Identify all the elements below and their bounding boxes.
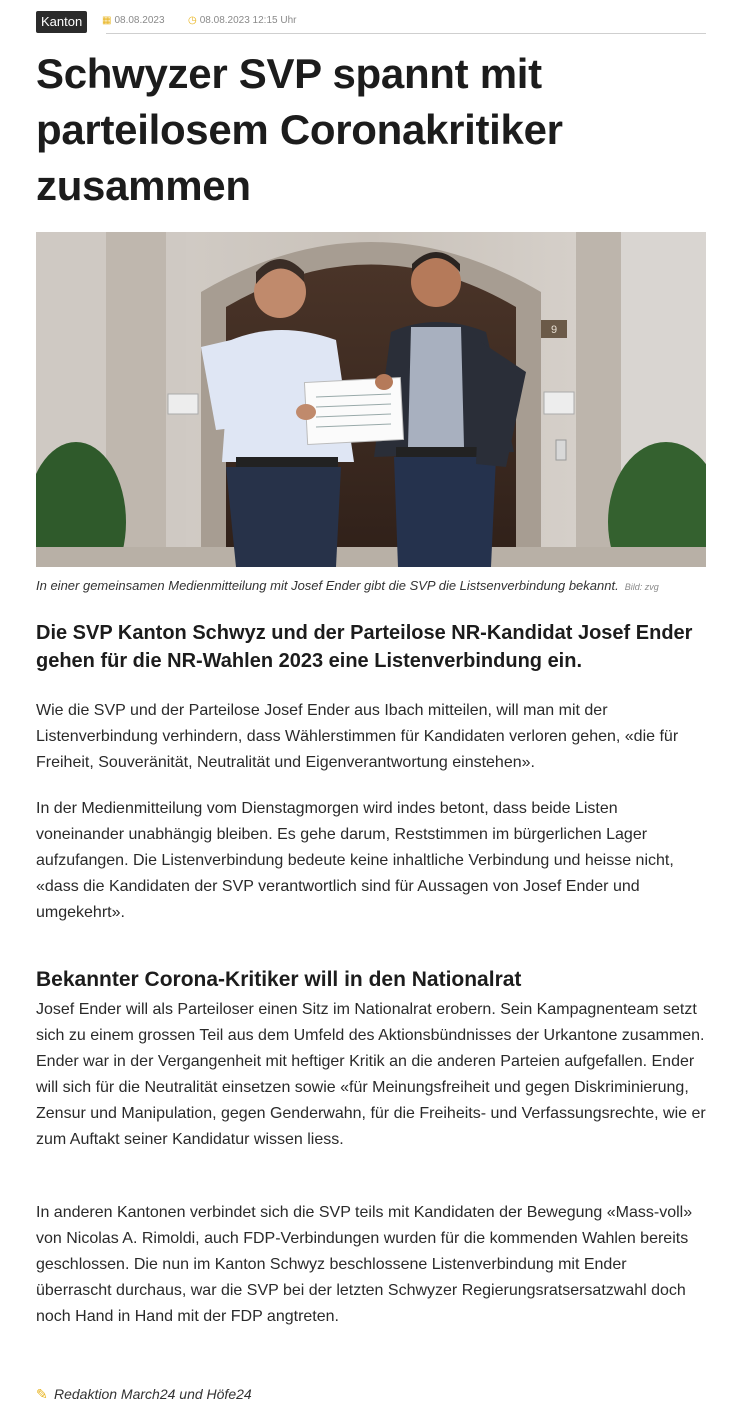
article-paragraph: In der Medienmitteilung vom Dienstagmorgen wird indes betont, dass beide Listen voneinander unabhängig bleiben. Es gehe darum, Reststimmen im bürgerlichen Lager aufzufangen. Die Listenverbindung bedeute keine inhaltliche Verbindung und heisse nicht, «dass die Kandidaten der SVP verantwortlich sind für Aussagen von Josef Ender und umgekehrt». bbox=[36, 800, 674, 921]
article-lead: Die SVP Kanton Schwyz und der Parteilose NR-Kandidat Josef Ender gehen für die NR-Wahlen 2023 eine Listenverbindung ein. bbox=[36, 622, 693, 672]
publish-date-text: 08.08.2023 bbox=[114, 15, 165, 26]
article-author bbox=[36, 1384, 252, 1404]
photo-credit: Bild: zvg bbox=[624, 582, 659, 592]
article-photo bbox=[36, 232, 706, 567]
article-paragraph: Wie die SVP und der Parteilose Josef Ender aus Ibach mitteilen, will man mit der Listenverbindung verhindern, dass Wählerstimmen für Kandidaten verloren gehen, «die für Freiheit, Souveränität, Neutralität und Eigenverantwortung einstehen». bbox=[36, 702, 679, 771]
article-subheading: Bekannter Corona-Kritiker will in den Nationalrat bbox=[36, 968, 522, 991]
photo-caption bbox=[36, 577, 706, 596]
updated-time bbox=[188, 14, 296, 28]
edit-icon: ✎ bbox=[36, 1386, 48, 1402]
article-title: Schwyzer SVP spannt mit parteilosem Coronakritiker zusammen bbox=[36, 50, 563, 209]
caption-text: In einer gemeinsamen Medienmitteilung mit Josef Ender gibt die SVP die Listsenverbindung bekannt. bbox=[36, 578, 619, 593]
photo-illustration bbox=[36, 232, 706, 567]
article-paragraph: In anderen Kantonen verbindet sich die SVP teils mit Kandidaten der Bewegung «Mass-voll» von Nicolas A. Rimoldi, auch FDP-Verbindungen wurden für die kommenden Wahlen bereits geschlossen. Die nun im Kanton Schwyz beschlossene Listenverbindung mit Ender überrascht durchaus, war die SVP bei der letzten Schwyzer Regierungsratsersatzwahl doch noch Hand in Hand mit der FDP angtreten. bbox=[36, 1204, 693, 1325]
category-badge[interactable]: Kanton bbox=[36, 11, 87, 33]
article-paragraph: Josef Ender will als Parteiloser einen Sitz im Nationalrat erobern. Sein Kampagnenteam setzt sich zu einem grossen Teil aus dem Umfeld des Aktionsbündnisses der Urkantone zusammen. Ender war in der Vergangenheit mit heftiger Kritik an die anderen Parteien aufgefallen. Ender will sich für die Neutralität einsetzen sowie «für Meinungsfreiheit und gegen Diskriminierung, Zensur und Manipulation, gegen Genderwahn, für die Freiheits- und Verfassungsrechte, wie er zum Auftakt seiner Kandidatur wissen liess. bbox=[36, 1001, 706, 1148]
publish-date bbox=[102, 14, 165, 28]
article-meta bbox=[36, 11, 706, 34]
updated-time-text: 08.08.2023 12:15 Uhr bbox=[199, 15, 297, 26]
calendar-icon: ▦ bbox=[102, 15, 112, 26]
clock-icon: ◷ bbox=[188, 15, 197, 26]
house-number-sign: 9 bbox=[550, 324, 558, 336]
author-name: Redaktion March24 und Höfe24 bbox=[54, 1386, 252, 1402]
meta-divider bbox=[106, 33, 706, 34]
